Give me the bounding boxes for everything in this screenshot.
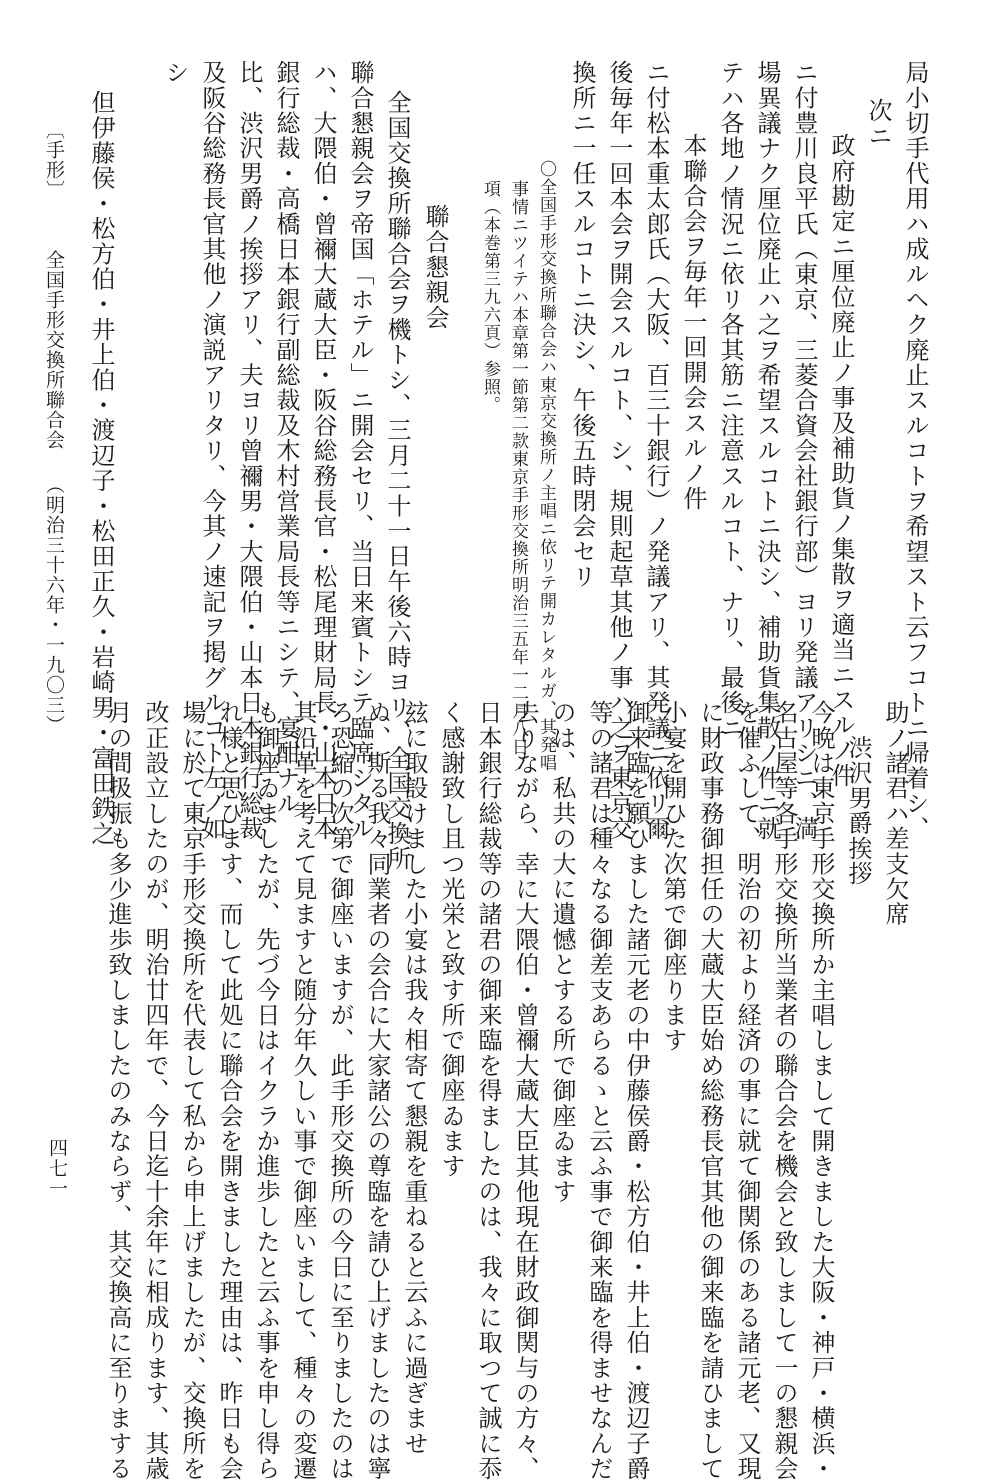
- body-column: 但伊藤侯・松方伯・井上伯・渡辺子・松田正久・岩崎男・富田鉄之: [87, 90, 115, 846]
- body-column: 局小切手代用ハ成ルヘク廃止スルコトヲ希望スト云フコトニ帰着シ、: [901, 60, 929, 842]
- body-column: 其沿革を考えて見ますと随分年久しい事で御座いまして、種々の変遷: [289, 700, 317, 1481]
- note-column: 項（本巻第三九六頁）参照。: [480, 180, 500, 414]
- body-column: 御来臨を願ひました諸元老の中伊藤侯爵・松方伯・井上伯・渡辺子爵: [622, 700, 650, 1481]
- body-column: に財政事務御担任の大蔵大臣始め総務長官其他の御来臨を請ひまして: [696, 700, 724, 1481]
- body-column: ろ恐縮の次第で御座いますが、此手形交換所の今日に至りましたのは: [326, 700, 354, 1481]
- body-column: 及阪谷総務長官其他ノ演説アリタリ、今其ノ速記ヲ掲グルコト左ノ如: [198, 60, 226, 842]
- running-head-title: 全国手形交換所聯合会: [43, 250, 65, 450]
- subheading: 本聯合会ヲ毎年一回開会スルノ件: [679, 133, 707, 511]
- body-column: 月の間扱振も多少進歩致しましたのみならず、其交換高に至りまする: [104, 700, 132, 1481]
- body-column: シ: [161, 60, 189, 86]
- body-column: く感謝致し且つ光栄と致す所で御座ゐます: [437, 700, 465, 1179]
- body-column: 聯合懇親会ヲ帝国「ホテル」ニ開会セリ、当日来賓トシテ臨席シタル: [346, 60, 374, 842]
- body-column: 今晩は東京手形交換所か主唱しまして開きました大阪・神戸・横浜・: [807, 700, 835, 1481]
- page-number: 四七一: [46, 1138, 68, 1199]
- running-head-section: 〔手形〕: [43, 120, 65, 200]
- body-column: 去りながら、幸に大隈伯・曾禰大蔵大臣其他現在財政御関与の方々、: [511, 700, 539, 1481]
- body-column: テハ各地ノ情況ニ依リ各其筋ニ注意スルコト、ナリ、最後ニ: [716, 60, 744, 741]
- note-column: 事情ニツイテハ本章第一節第二款東京手形交換所明治三五年一二月八日ノ: [508, 180, 528, 774]
- body-column: 改正設立したのが、明治廿四年で、今日迄十余年に相成ります、其歳: [141, 700, 169, 1481]
- body-column: 名古屋等各手形交換所当業者の聯合会を機会と致しまして一の懇親会: [770, 700, 798, 1481]
- body-column: 等の諸君は種々なる御差支あらるゝと云ふ事で御来臨を得ませなんだ: [585, 700, 613, 1481]
- body-column: 換所ニ一任スルコトニ決シ、午後五時閉会セリ: [568, 60, 596, 590]
- running-head-era: （明治三十六年・一九〇三）: [43, 475, 65, 735]
- body-column: 小宴を開ひた次第で御座ります: [659, 700, 687, 1053]
- body-column: 比、渋沢男爵ノ挨拶アリ、夫ヨリ曾禰男・大隈伯・山本日本銀行総裁: [235, 60, 263, 842]
- subheading: 政府勘定ニ厘位廃止ノ事及補助貨ノ集散ヲ適当ニスルノ件: [827, 133, 855, 789]
- body-column: れ様と思ひます、而して此処に聯合会を開きました理由は、昨日も会: [215, 700, 243, 1481]
- body-column: ぬ、斯る我々同業者の会合に大家諸公の尊臨を請ひ上げましたのは寧: [363, 700, 391, 1481]
- body-column: 銀行総裁・高橋日本銀行副総裁及木村営業局長等ニシテ、宴酣ナル: [272, 60, 300, 816]
- subheading: 聯合懇親会: [421, 204, 449, 330]
- body-column: ハ、大隈伯・曾禰大蔵大臣・阪谷総務長官・松尾理財局長・山本日本: [309, 60, 337, 842]
- body-column: 玆に取設けました小宴は我々相寄て懇親を重ねると云ふに過ぎませ: [400, 700, 428, 1456]
- body-column: 後毎年一回本会ヲ開会スルコト、シ、規則起草其他ノ事ハ之ヲ東京交: [605, 60, 633, 842]
- body-column: のは、私共の大に遺憾とする所で御座ゐます: [548, 700, 576, 1204]
- body-column: 場異議ナク厘位廃止ハ之ヲ希望スルコトニ決シ、補助貨集散ノ件ニ就: [753, 60, 781, 842]
- body-column: ニ付豊川良平氏（東京、三菱合資会社銀行部）ヨリ発議アリシニ、満: [790, 60, 818, 842]
- body-column: 場に於て東京手形交換所を代表して私から申上げましたが、交換所を: [178, 700, 206, 1481]
- body-column: ニ付松本重太郎氏（大阪、百三十銀行）ノ発議アリ、其発議ニ依リ爾: [642, 60, 670, 842]
- subheading: 渋沢男爵挨拶: [844, 735, 872, 887]
- body-column: も御座ゐましたが、先づ今日はイクラか進歩したと云ふ事を申し得ら: [252, 700, 280, 1481]
- body-column: 助ノ諸君ハ差支欠席: [881, 700, 909, 927]
- body-column: 次ニ: [864, 98, 892, 149]
- body-column: 日本銀行総裁等の諸君の御来臨を得ましたのは、我々に取つて誠に忝: [474, 700, 502, 1481]
- note-column: 〇全国手形交換所聯合会ハ東京交換所ノ主唱ニ依リテ開カレタルガ、其発唱: [536, 160, 556, 772]
- body-column: 全国交換所聯合会ヲ機トシ、三月二十一日午後六時ヨリ、全国交換所: [383, 90, 411, 872]
- body-column: を催ふして、明治の初より経済の事に就て御関係のある諸元老、又現: [733, 700, 761, 1481]
